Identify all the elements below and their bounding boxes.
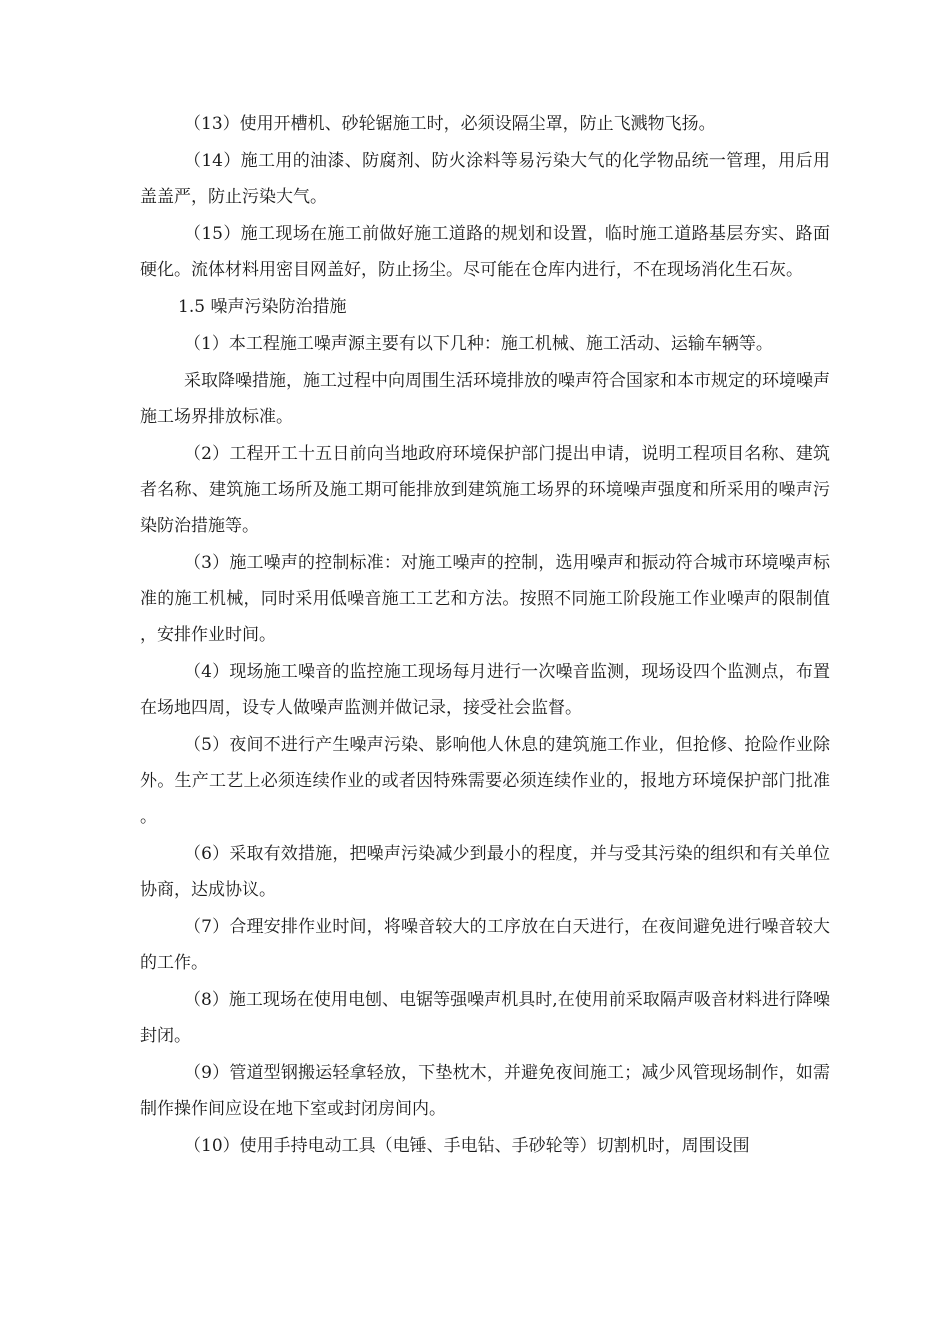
paragraph-15: （15）施工现场在施工前做好施工道路的规划和设置，临时施工道路基层夯实、路面硬化。流体材料用密目网盖好，防止扬尘。尽可能在仓库内进行，不在现场消化生石灰。	[140, 224, 830, 280]
paragraph-noise-3: （3）施工噪声的控制标准：对施工噪声的控制，选用噪声和振动符合城市环境噪声标准的施工机械，同时采用低噪音施工工艺和方法。按照不同施工阶段施工作业噪声的限制值，安排作业时间。	[140, 553, 830, 645]
paragraph-noise-9: （9）管道型钢搬运轻拿轻放，下垫枕木，并避免夜间施工；减少风管现场制作，如需制作操作间应设在地下室或封闭房间内。	[140, 1063, 830, 1119]
document-body	[140, 106, 830, 1165]
paragraph-noise-8: （8）施工现场在使用电刨、电锯等强噪声机具时,在使用前采取隔声吸音材料进行降噪封闭。	[140, 990, 830, 1046]
paragraph-noise-10: （10）使用手持电动工具（电锤、手电钻、手砂轮等）切割机时，周围设围	[184, 1136, 750, 1156]
paragraph-noise-7: （7）合理安排作业时间，将噪音较大的工序放在白天进行，在夜间避免进行噪音较大的工作。	[140, 917, 830, 973]
paragraph-noise-6: （6）采取有效措施，把噪声污染减少到最小的程度，并与受其污染的组织和有关单位协商，达成协议。	[140, 844, 830, 900]
paragraph-13: （13）使用开槽机、砂轮锯施工时，必须设隔尘罩，防止飞溅物飞扬。	[184, 114, 716, 134]
paragraph-14: （14）施工用的油漆、防腐剂、防火涂料等易污染大气的化学物品统一管理，用后用盖盖严，防止污染大气。	[140, 151, 830, 207]
paragraph-noise-1: （1）本工程施工噪声源主要有以下几种：施工机械、施工活动、运输车辆等。	[184, 334, 773, 354]
paragraph-noise-1-cont: 采取降噪措施，施工过程中向周围生活环境排放的噪声符合国家和本市规定的环境噪声施工场界排放标准。	[140, 371, 830, 427]
paragraph-noise-2: （2）工程开工十五日前向当地政府环境保护部门提出申请，说明工程项目名称、建筑者名称、建筑施工场所及施工期可能排放到建筑施工场界的环境噪声强度和所采用的噪声污染防治措施等。	[140, 444, 830, 536]
paragraph-noise-5: （5）夜间不进行产生噪声污染、影响他人休息的建筑施工作业，但抢修、抢险作业除外。生产工艺上必须连续作业的或者因特殊需要必须连续作业的，报地方环境保护部门批准。	[140, 735, 830, 827]
section-heading: 1.5 噪声污染防治措施	[178, 297, 347, 317]
paragraph-noise-4: （4）现场施工噪音的监控施工现场每月进行一次噪音监测，现场设四个监测点，布置在场地四周，设专人做噪声监测并做记录，接受社会监督。	[140, 662, 830, 718]
